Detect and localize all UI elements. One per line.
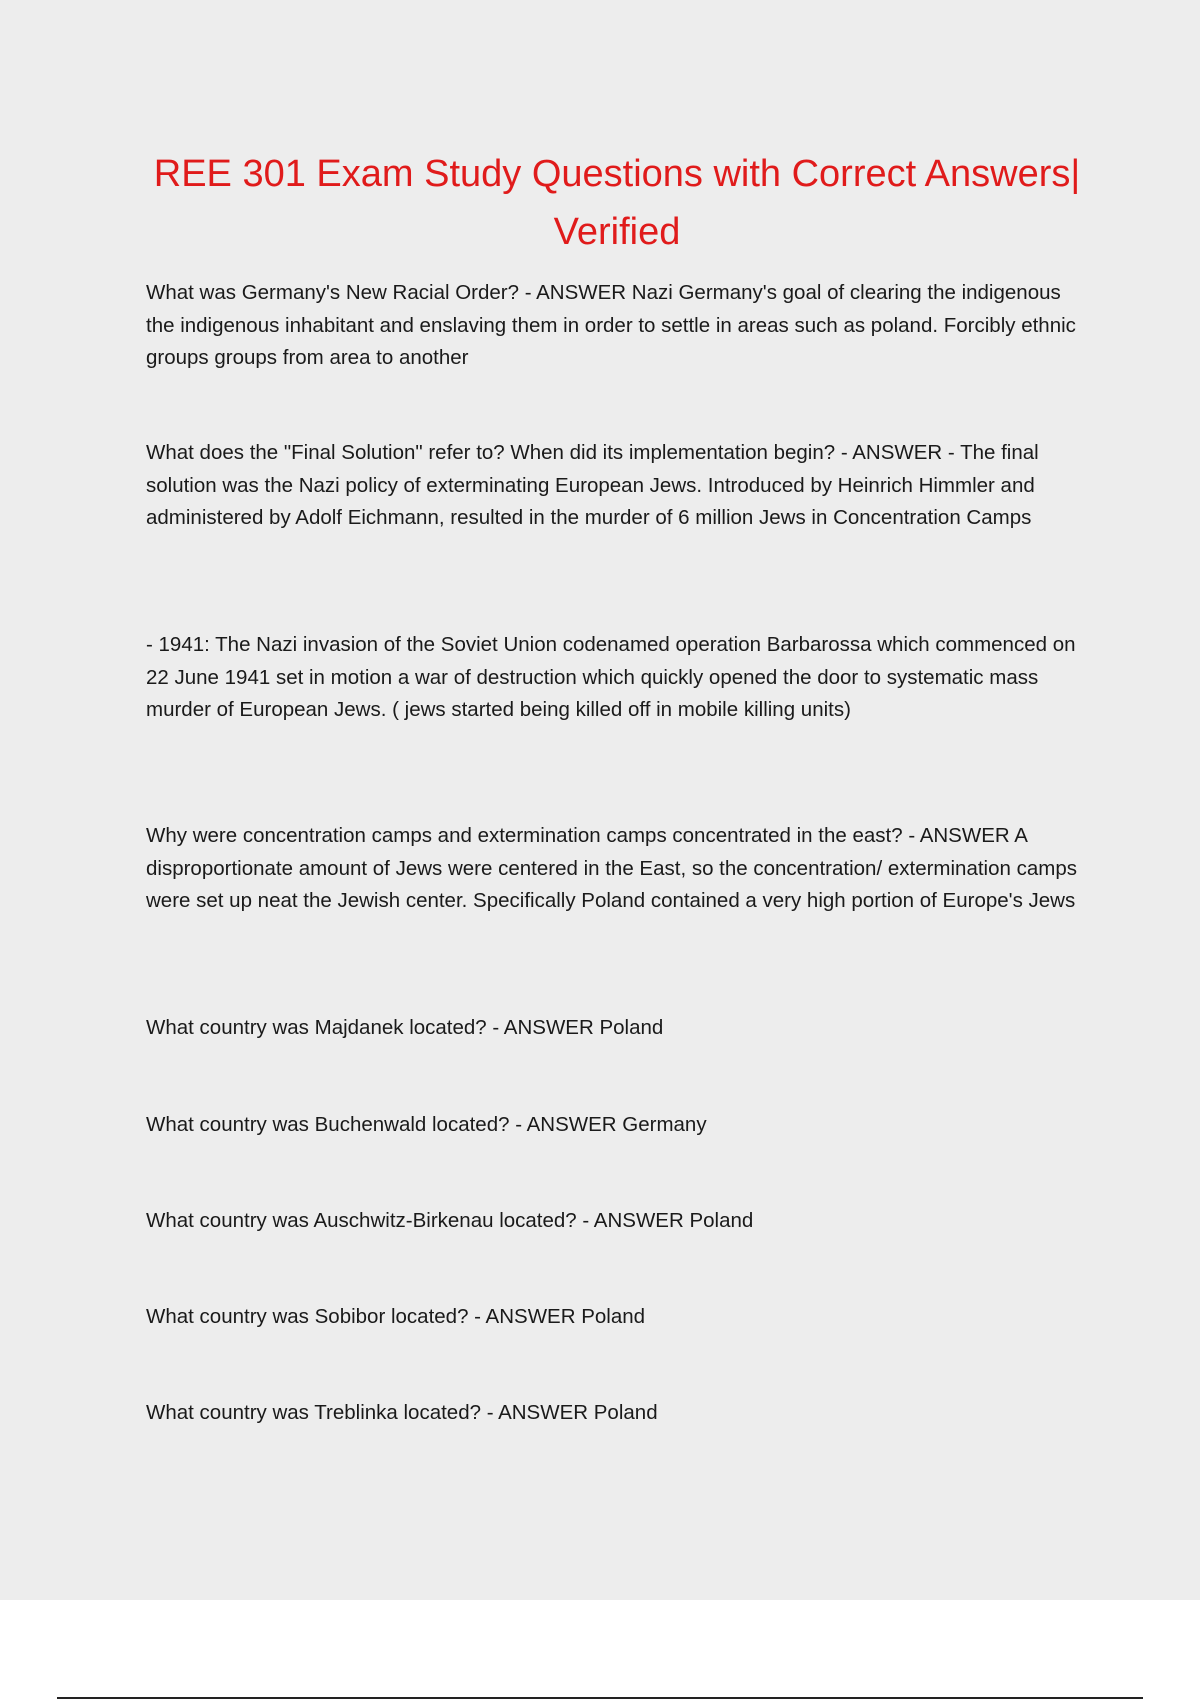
qa-entry-final-solution: What does the "Final Solution" refer to? When did its implementation begin? - ANSWER - The final solution was the Nazi policy of exterminating European Jews. Introduced by Heinrich Himmler and administered by Adolf Eichmann, resulted in the murder of 6 million Jews in Concentration Camps — [146, 441, 1039, 529]
qa-entry-auschwitz-birkenau: What country was Auschwitz-Birkenau located? - ANSWER Poland — [146, 1209, 754, 1232]
qa-entry-1941-barbarossa: - 1941: The Nazi invasion of the Soviet Union codenamed operation Barbarossa which commenced on 22 June 1941 set in motion a war of destruction which quickly opened the door to systematic mass murder of European Jews. ( jews started being killed off in mobile killing units) — [146, 633, 1076, 721]
footer-divider — [57, 1697, 1143, 1699]
qa-entry-majdanek: What country was Majdanek located? - ANSWER Poland — [146, 1016, 664, 1039]
qa-entry-treblinka: What country was Treblinka located? - ANSWER Poland — [146, 1401, 658, 1424]
qa-entry-sobibor: What country was Sobibor located? - ANSWER Poland — [146, 1305, 646, 1328]
qa-entry-camps-in-east: Why were concentration camps and extermination camps concentrated in the east? - ANSWER A disproportionate amount of Jews were centered in the East, so the concentration/ extermination camps were set up neat the Jewish center. Specifically Poland contained a very high portion of Europe's Jews — [146, 824, 1077, 912]
qa-entry-new-racial-order: What was Germany's New Racial Order? - ANSWER Nazi Germany's goal of clearing the indigenous the indigenous inhabitant and enslaving them in order to settle in areas such as poland. Forcibly ethnic groups groups from area to another — [146, 281, 1076, 369]
qa-entry-buchenwald: What country was Buchenwald located? - ANSWER Germany — [146, 1113, 707, 1136]
document-title: REE 301 Exam Study Questions with Correct Answers| Verified — [153, 153, 1081, 253]
